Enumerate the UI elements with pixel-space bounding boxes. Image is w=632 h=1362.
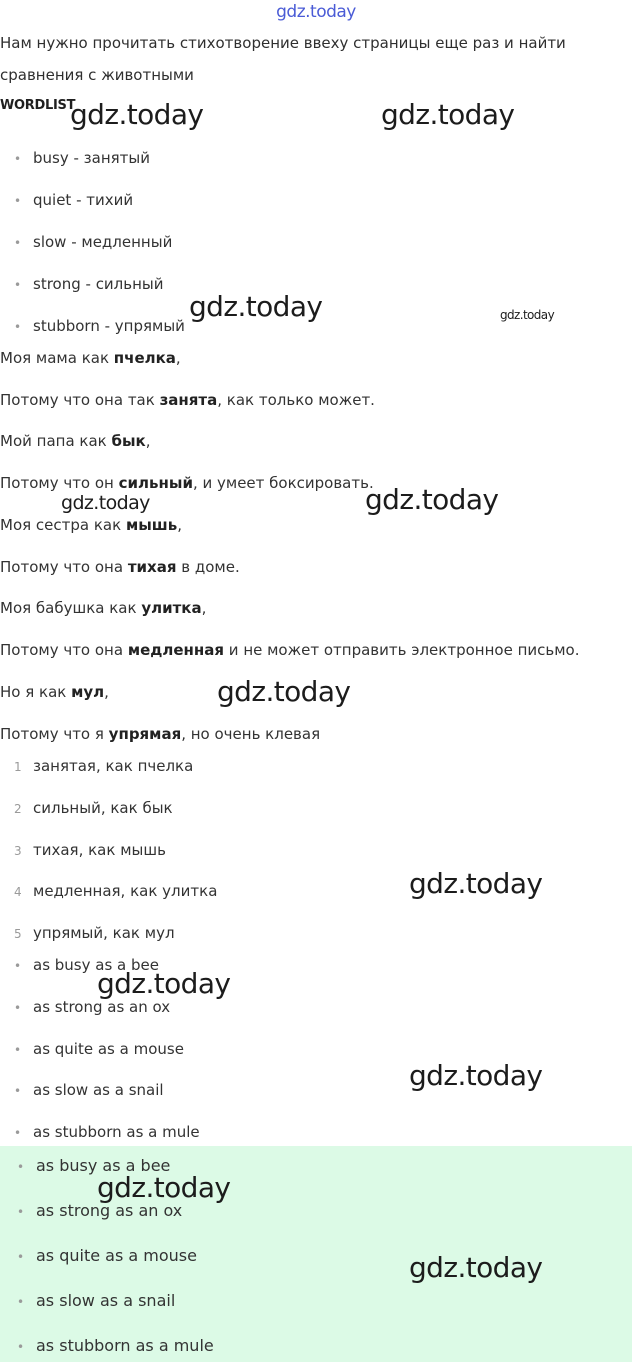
comparison-ru-item: 4 медленная, как улитка <box>14 882 218 900</box>
list-number: 5 <box>14 927 22 941</box>
bullet-icon: • <box>14 236 22 250</box>
poem-keyword: занята <box>159 391 218 409</box>
watermark: gdz.today <box>500 308 555 322</box>
watermark: gdz.today <box>365 483 499 516</box>
watermark: gdz.today <box>189 290 323 323</box>
wordlist-item <box>14 191 133 209</box>
bullet-icon: • <box>14 320 22 334</box>
bullet-icon: • <box>17 1205 25 1219</box>
watermark: gdz.today <box>409 1059 543 1092</box>
wordlist-item-text: stubborn - упрямый <box>33 317 185 335</box>
bullet-icon: • <box>17 1295 25 1309</box>
comparison-en-item: • as stubborn as a mule <box>14 1123 200 1141</box>
watermark: gdz.today <box>381 98 515 131</box>
wordlist-item-text: slow - медленный <box>33 233 173 251</box>
bullet-icon: • <box>14 1043 22 1057</box>
wordlist-title: WORDLIST <box>0 98 76 113</box>
list-number: 4 <box>14 885 22 899</box>
watermark: gdz.today <box>61 492 150 514</box>
bullet-icon: • <box>14 194 22 208</box>
watermark: gdz.today <box>217 675 351 708</box>
wordlist-item-text: quiet - тихий <box>33 191 134 209</box>
bullet-icon: • <box>14 152 22 166</box>
comparison-en-item: • as strong as an ox <box>14 998 171 1016</box>
poem-keyword: тихая <box>127 558 177 576</box>
answer-item: • as quite as a mouse <box>17 1246 197 1265</box>
poem-line: Моя мама как пчелка, <box>0 349 181 367</box>
watermark: gdz.today <box>97 1171 231 1204</box>
wordlist-item <box>14 275 164 293</box>
bullet-icon: • <box>17 1340 25 1354</box>
poem-line: Потому что он сильный, и умеет боксировать. <box>0 474 374 492</box>
watermark: gdz.today <box>70 98 204 131</box>
task-text-line-2: сравнения с животными <box>0 66 194 84</box>
poem-line: Потому что она так занята, как только может. <box>0 391 375 409</box>
poem-line: Потому что она тихая в доме. <box>0 558 240 576</box>
comparison-ru-item: 1 занятая, как пчелка <box>14 757 194 775</box>
answer-item: • as slow as a snail <box>17 1291 176 1310</box>
wordlist-item-text: busy - занятый <box>33 149 150 167</box>
poem-line: Мой папа как бык, <box>0 432 151 450</box>
comparison-en-item: • as slow as a snail <box>14 1081 164 1099</box>
poem-keyword: упрямая <box>108 725 182 743</box>
watermark: gdz.today <box>409 867 543 900</box>
watermark: gdz.today <box>97 967 231 1000</box>
poem-keyword: мул <box>71 683 105 701</box>
list-number: 1 <box>14 760 22 774</box>
bullet-icon: • <box>14 959 22 973</box>
comparison-en-item: • as busy as a bee <box>14 956 159 974</box>
answer-item: • as strong as an ox <box>17 1201 183 1220</box>
wordlist-item-text: strong - сильный <box>33 275 164 293</box>
comparison-ru-item: 3 тихая, как мышь <box>14 841 166 859</box>
poem-keyword: сильный <box>118 474 193 492</box>
poem-keyword: бык <box>111 432 146 450</box>
bullet-icon: • <box>14 278 22 292</box>
poem-line: Моя бабушка как улитка, <box>0 599 207 617</box>
watermark: gdz.today <box>409 1251 543 1284</box>
bullet-icon: • <box>17 1250 25 1264</box>
list-number: 2 <box>14 802 22 816</box>
bullet-icon: • <box>14 1084 22 1098</box>
answer-item: • as busy as a bee <box>17 1156 171 1175</box>
bullet-icon: • <box>17 1160 25 1174</box>
poem-line: Но я как мул, <box>0 683 109 701</box>
site-logo[interactable]: gdz.today <box>276 2 356 22</box>
poem-keyword: медленная <box>127 641 225 659</box>
poem-keyword: пчелка <box>113 349 176 367</box>
wordlist-item <box>14 317 185 335</box>
comparison-ru-item: 5 упрямый, как мул <box>14 924 175 942</box>
list-number: 3 <box>14 844 22 858</box>
comparison-en-item: • as quite as a mouse <box>14 1040 184 1058</box>
comparison-ru-item: 2 сильный, как бык <box>14 799 173 817</box>
poem-keyword: улитка <box>141 599 202 617</box>
wordlist-item <box>14 233 172 251</box>
poem-keyword: мышь <box>125 516 178 534</box>
bullet-icon: • <box>14 1126 22 1140</box>
wordlist-item <box>14 149 150 167</box>
task-text-line-1: Нам нужно прочитать стихотворение ввеху страницы еще раз и найти <box>0 34 566 52</box>
bullet-icon: • <box>14 1001 22 1015</box>
poem-line: Потому что она медленная и не может отправить электронное письмо. <box>0 641 580 659</box>
poem-line: Потому что я упрямая, но очень клевая <box>0 725 321 743</box>
answer-item: • as stubborn as a mule <box>17 1336 214 1355</box>
poem-line: Моя сестра как мышь, <box>0 516 182 534</box>
